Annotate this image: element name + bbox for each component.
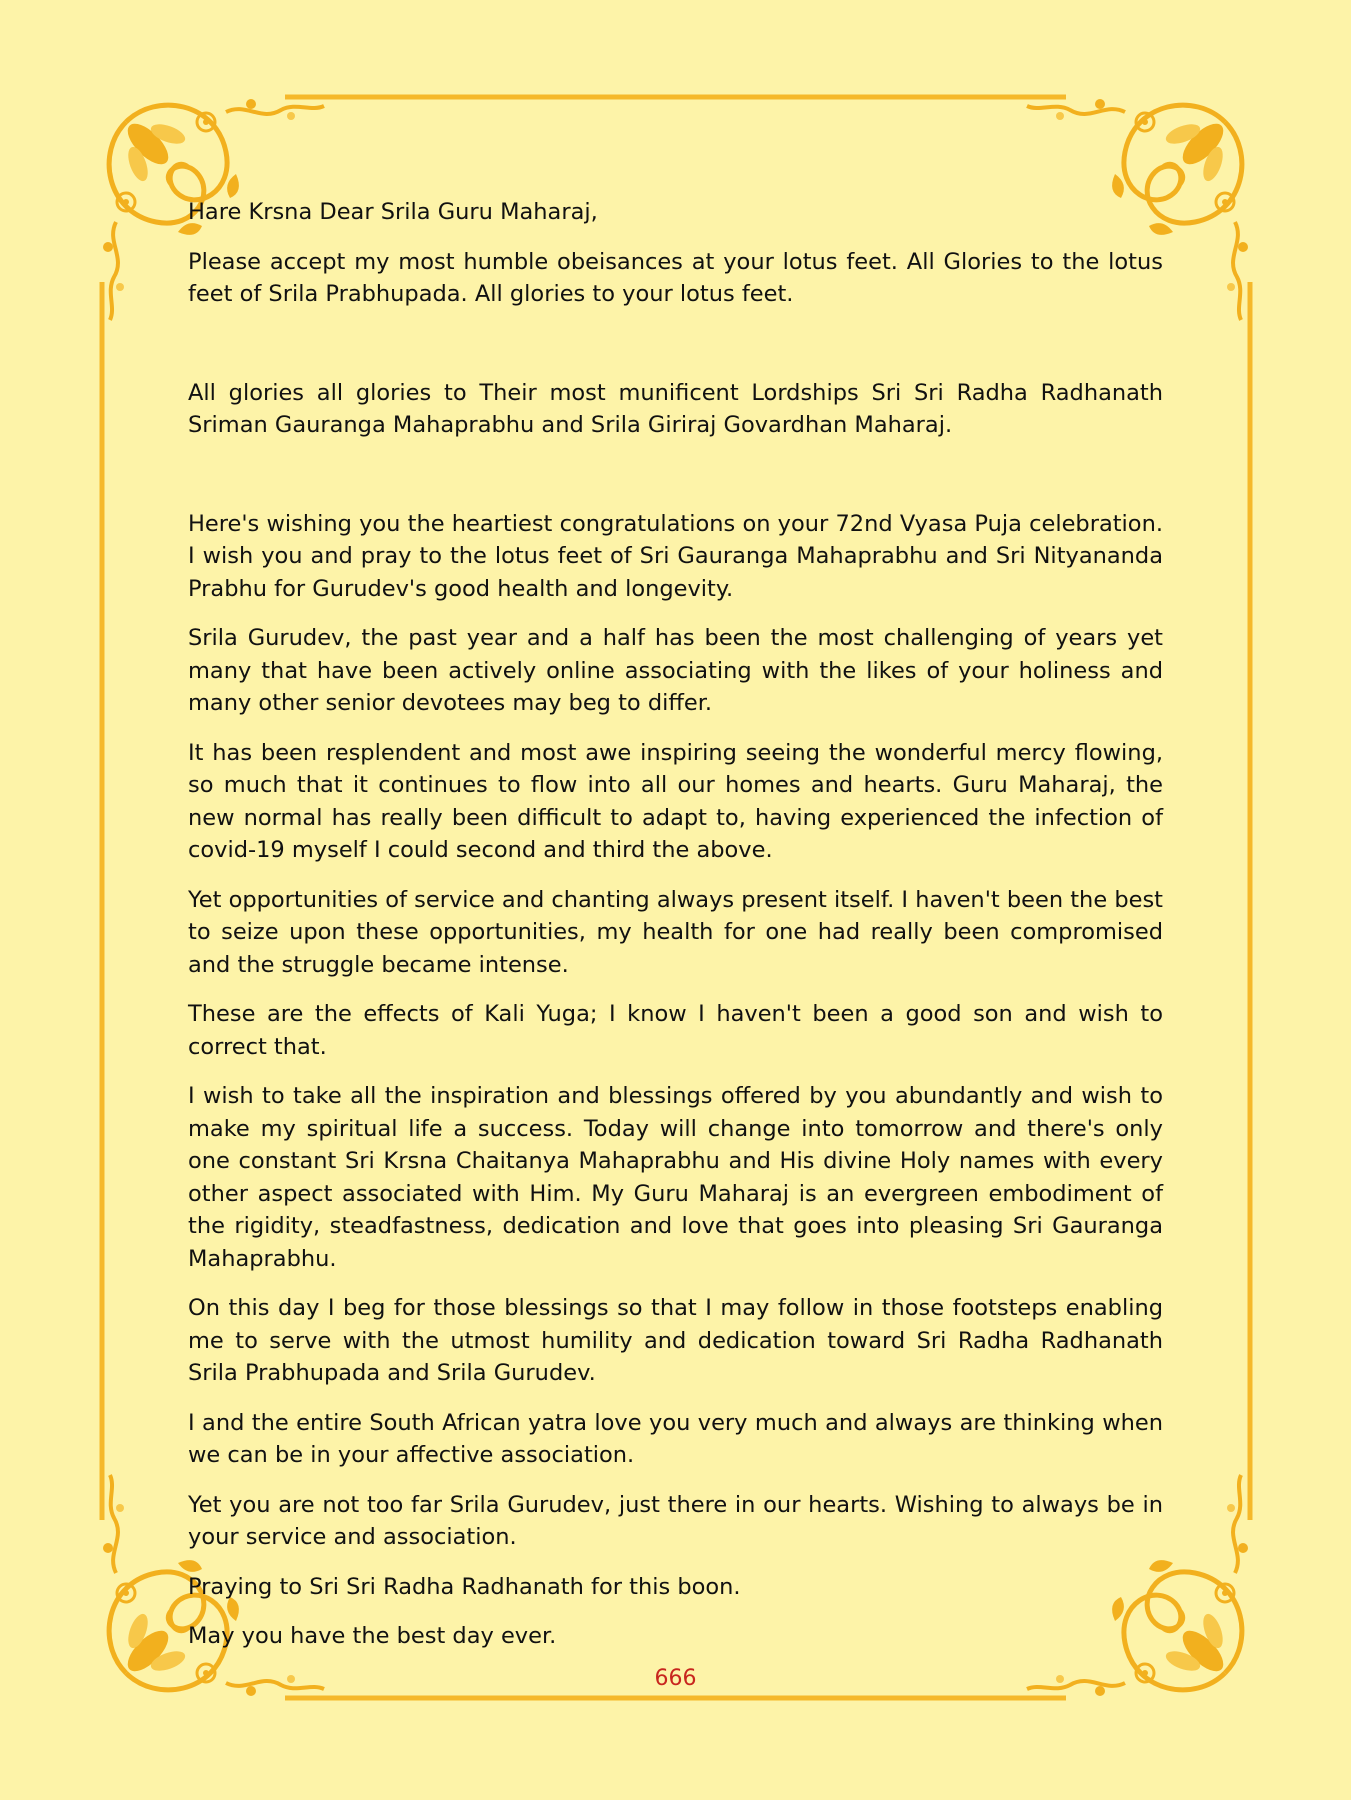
letter-paragraph: Please accept my most humble obeisances at your lotus feet. All Glories to the lotus feet of Srila Prabhupada. All glories to your lotus feet. bbox=[188, 248, 1163, 307]
letter-paragraph: Here's wishing you the heartiest congratulations on your 72nd Vyasa Puja celebration. I wish you and pray to the lotus feet of Sri Gauranga Mahaprabhu and Sri Nityananda Prabhu for Gurudev's good health and longevity. bbox=[188, 510, 1163, 602]
letter-paragraph: I and the entire South African yatra love you very much and always are thinking when we can be in your affective association. bbox=[188, 1409, 1163, 1468]
letter-paragraph: Praying to Sri Sri Radha Radhanath for this boon. bbox=[188, 1573, 741, 1600]
letter-paragraph: Yet opportunities of service and chanting always present itself. I haven't been the best to seize upon these opportunities, my health for one had really been compromised and the struggle became intense. bbox=[188, 886, 1163, 978]
page-number: 666 bbox=[654, 1666, 697, 1691]
letter-greeting: Hare Krsna Dear Srila Guru Maharaj, bbox=[188, 199, 598, 225]
letter-paragraph: Yet you are not too far Srila Gurudev, just there in our hearts. Wishing to always be in your service and association. bbox=[188, 1491, 1163, 1550]
letter-paragraph: All glories all glories to Their most munificent Lordships Sri Sri Radha Radhanath Sriman Gauranga Mahaprabhu and Srila Giriraj Govardhan Maharaj. bbox=[188, 379, 1163, 438]
letter-paragraph: Srila Gurudev, the past year and a half has been the most challenging of years yet many that have been actively online associating with the likes of your holiness and many other senior devotees may beg to differ. bbox=[188, 625, 1163, 716]
letter-closing: May you have the best day ever. bbox=[188, 1623, 557, 1649]
letter-paragraph: I wish to take all the inspiration and blessings offered by you abundantly and wish to make my spiritual life a success. Today will change into tomorrow and there's only one constant Sri Krsna Chaitanya Mahaprabhu and His divine Holy names with every other aspect associated with Him. My Guru Maharaj is an evergreen embodiment of the rigidity, steadfastness, dedication and love that goes into pleasing Sri Gauranga Mahaprabhu. bbox=[188, 1083, 1163, 1272]
letter-paragraph: On this day I beg for those blessings so that I may follow in those footsteps enabling me to serve with the utmost humility and dedication toward Sri Radha Radhanath Srila Prabhupada and Srila Gurudev. bbox=[188, 1295, 1163, 1386]
letter-paragraph: These are the effects of Kali Yuga; I know I haven't been a good son and wish to correct that. bbox=[188, 1001, 1163, 1060]
letter-body bbox=[188, 196, 1163, 1670]
letter-paragraph: It has been resplendent and most awe inspiring seeing the wonderful mercy flowing, so much that it continues to flow into all our homes and hearts. Guru Maharaj, the new normal has really been difficult to adapt to, having experienced the infection of covid-19 myself I could second and third the above. bbox=[188, 739, 1163, 863]
